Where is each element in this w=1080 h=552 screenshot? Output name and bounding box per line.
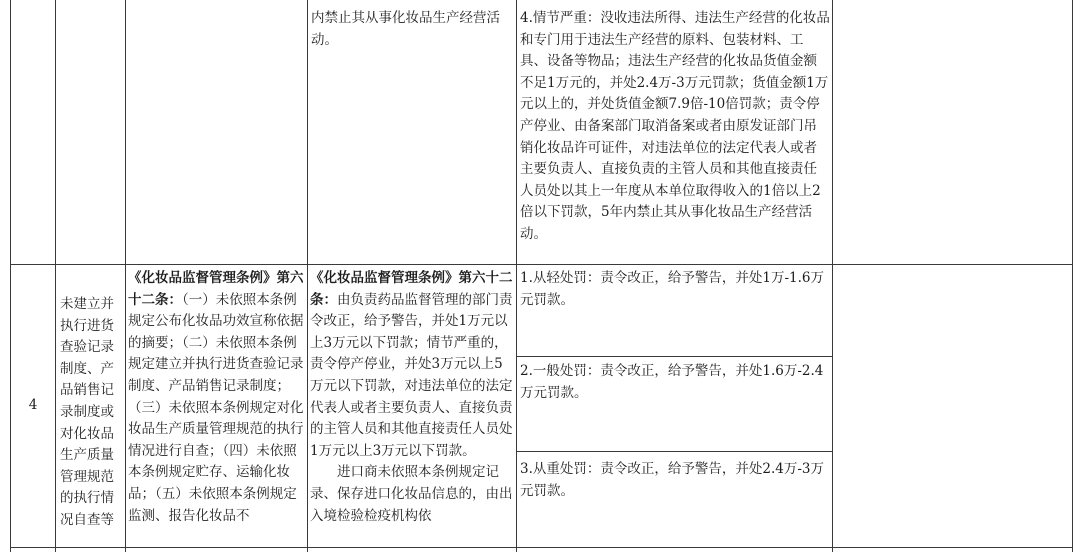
column-divider-5 (832, 0, 833, 552)
penalty-provision-text: 由负责药品监督管理的部门责令改正，给予警告，并处1万元以上3万元以下罚款；情节严重的，责令停产停业，并处3万元以上5万元以下罚款，对违法单位的法定代表人或者主要负责人、直接负责的主管人员和其他直接责任人员处1万元以上3万元以下罚款。 (310, 291, 513, 459)
level-heavy-cell (520, 459, 830, 502)
level-heavy-text: 3.从重处罚：责令改正，给予警告，并处2.4万-3万元罚款。 (520, 461, 824, 499)
row-index (11, 395, 55, 417)
table-border-left (10, 0, 11, 552)
level-light-text: 1.从轻处罚：责令改正，给予警告，并处1万-1.6万元罚款。 (520, 270, 824, 308)
level-normal-cell (520, 361, 830, 404)
penalty-provision-cell (310, 268, 513, 527)
column-divider-1 (55, 0, 56, 552)
penalty-provision-title: 《化妆品监督管理条例》第六十二条： (310, 270, 513, 308)
column-divider-3 (307, 0, 308, 552)
provision-tail-text: 内禁止其从事化妆品生产经营活动。 (311, 10, 500, 48)
column-divider-2 (125, 0, 126, 552)
level4-penalty-cell (520, 8, 830, 246)
level4-penalty-text: 4.情节严重：没收违法所得、违法生产经营的化妆品和专门用于违法生产经营的原料、包装材料、工具、设备等物品；违法生产经营的化妆品货值金额不足1万元的，并处2.4万-3万元罚款；货值金额1万元以上的，并处货值金额7.9倍-10倍罚款；责令停产停业、由备案部门取消备案或者由原发证部门吊销化妆品许可证件，对违法单位的法定代表人或者主要负责人、直接负责的主管人员和其他直接责任人员处以其上一年度从本单位取得收入的1倍以上2倍以下罚款，5年内禁止其从事化妆品生产经营活动。 (520, 10, 830, 242)
level-light-cell (520, 268, 830, 311)
legal-basis-title: 《化妆品监督管理条例》第六十二条： (128, 270, 304, 308)
legal-basis-text: （一）未依照本条例规定公布化妆品功效宣称依据的摘要；（二）未依照本条例规定建立并执行进货查验记录制度、产品销售记录制度；（三）未依照本条例规定对化妆品生产质量管理规范的执行情况进行自查；（四）未依照本条例规定贮存、运输化妆品；（五）未依照本条例规定监测、报告化妆品不 (128, 291, 304, 524)
column-divider-4 (516, 0, 517, 552)
level-divider-2 (516, 451, 833, 452)
row-index-number: 4 (28, 397, 38, 413)
violation-cell (60, 294, 123, 532)
level-divider-1 (516, 356, 833, 357)
legal-basis-cell (128, 268, 306, 527)
row-divider (10, 264, 1073, 265)
provision-tail-cell (311, 8, 511, 51)
violation-text: 未建立并执行进货查验记录制度、产品销售记录制度或对化妆品生产质量管理规范的执行情况自查等 (60, 296, 114, 528)
level-normal-text: 2.一般处罚：责令改正，给予警告，并处1.6万-2.4万元罚款。 (520, 363, 824, 401)
table-border-right (1072, 0, 1073, 552)
table-border-bottom (10, 547, 1073, 548)
penalty-provision-text-2: 进口商未依照本条例规定记录、保存进口化妆品信息的，由出入境检验检疫机构依 (310, 464, 513, 524)
